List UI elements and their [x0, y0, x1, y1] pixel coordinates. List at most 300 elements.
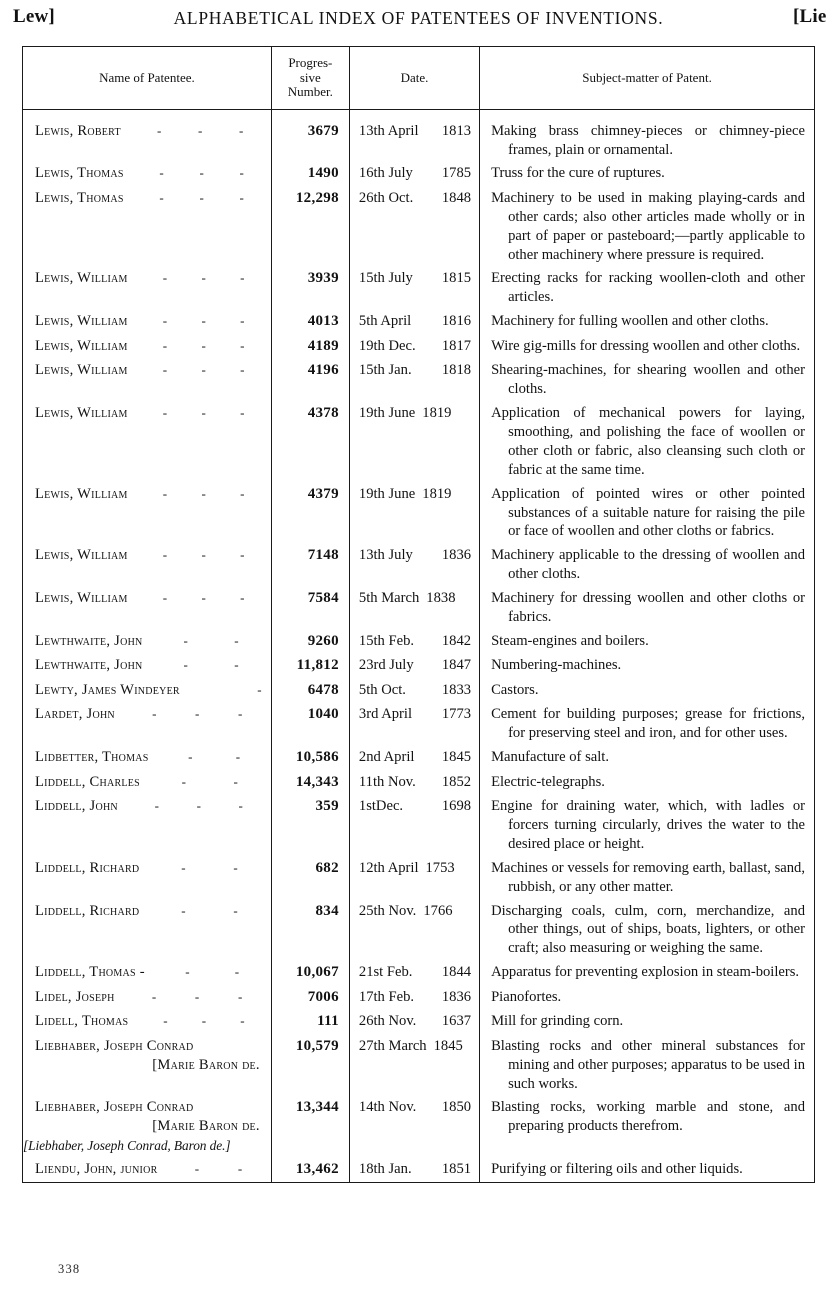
leader-dash: - [151, 988, 157, 1004]
subject-matter-text: Machinery for dressing woollen and other cloths or fabrics. [491, 590, 805, 625]
date-year: 1848 [441, 189, 472, 206]
table-row [23, 795, 814, 857]
table-row [23, 402, 814, 483]
cell-progressive-number: 9260 [271, 629, 349, 654]
leader-dashes [118, 799, 264, 812]
patentee-name: Lidell, Thomas [35, 1013, 129, 1030]
page-number: 338 [58, 1262, 81, 1276]
date-day-month: 2nd April [358, 749, 415, 766]
leader-dash: - [240, 485, 245, 501]
cell-date [349, 402, 479, 483]
cell-subject-matter [480, 899, 814, 961]
date-year: 1850 [441, 1099, 472, 1116]
cell-progressive-number: 12,298 [271, 186, 349, 267]
leader-dash: - [238, 706, 243, 722]
subject-matter-text: Making brass chimney-pieces or chimney-piece frames, plain or ornamental. [491, 122, 805, 158]
patentee-name: Lewis, William [35, 405, 128, 422]
leader-dash: - [201, 485, 207, 501]
leader-dashes [128, 339, 264, 352]
patentee-name: Lewis, William [35, 313, 128, 330]
leader-dash: - [159, 189, 164, 205]
cell-date [349, 1096, 479, 1157]
table-row [23, 1096, 814, 1157]
leader-dash: - [181, 859, 186, 875]
cell-patentee-name [23, 629, 271, 654]
patentee-name: Lardet, John [35, 706, 115, 723]
column-header-number-line3: Number. [287, 84, 333, 100]
cell-date [349, 1010, 479, 1035]
date-day-month: 15th Feb. [358, 632, 415, 649]
cell-date [349, 1157, 479, 1182]
date-year: 1773 [441, 706, 472, 723]
leader-dash: - [183, 632, 189, 648]
cell-progressive-number: 4189 [271, 334, 349, 359]
subject-matter-text: Engine for draining water, which, with ladles or forcers turning circularly, drives the water to the desired place or height. [491, 798, 805, 852]
table-row [23, 899, 814, 961]
cell-progressive-number: 7584 [271, 587, 349, 630]
subject-matter-text: Steam-engines and boilers. [491, 632, 649, 649]
leader-dash: - [234, 657, 239, 673]
patentee-index-table [23, 47, 814, 1182]
table-row [23, 654, 814, 679]
cell-subject-matter [480, 482, 814, 544]
leader-dash: - [201, 590, 207, 606]
cell-patentee-name [23, 186, 271, 267]
table-top-spacer [23, 109, 814, 119]
date-day-month: 27th March [358, 1037, 427, 1054]
patentee-name: Lewthwaite, John [35, 657, 143, 674]
patentee-name: Lewis, William [35, 485, 128, 502]
table-row [23, 1010, 814, 1035]
cell-subject-matter [480, 678, 814, 703]
date-day-month: 13th April [358, 122, 419, 139]
cell-progressive-number: 7148 [271, 544, 349, 587]
cell-progressive-number: 682 [271, 856, 349, 899]
cell-progressive-number: 13,462 [271, 1157, 349, 1182]
subject-matter-text: Erecting racks for racking woollen-cloth and other articles. [491, 270, 805, 306]
cell-patentee-name [23, 899, 271, 961]
patentee-name: Lewis, William [35, 270, 128, 287]
leader-dash: - [240, 1013, 245, 1029]
table-row [23, 186, 814, 267]
subject-matter-text: Castors. [491, 681, 539, 698]
table-row [23, 1034, 814, 1096]
cell-date [349, 1034, 479, 1096]
date-day-month: 25th Nov. [358, 902, 417, 919]
leader-dash: - [238, 798, 244, 814]
subject-matter-text: Purifying or filtering oils and other liquids. [491, 1160, 743, 1177]
cell-patentee-name [23, 985, 271, 1010]
leader-dashes [128, 314, 264, 327]
leader-dash: - [233, 859, 238, 875]
cell-date [349, 899, 479, 961]
leader-dash: - [234, 964, 240, 980]
subject-matter-text: Shearing-machines, for shearing woollen and other cloths. [491, 362, 805, 398]
subject-matter-text: Apparatus for preventing explosion in steam-boilers. [491, 964, 800, 981]
cell-subject-matter [480, 119, 814, 162]
column-header-number-line1: Progres- [288, 55, 333, 70]
cell-progressive-number: 10,586 [271, 746, 349, 771]
cell-patentee-name [23, 1157, 271, 1182]
table-row [23, 119, 814, 162]
subject-matter-text: Blasting rocks and other mineral substances for mining and other purposes; apparatus to be used in such works. [491, 1037, 805, 1092]
cell-patentee-name [23, 162, 271, 187]
cell-progressive-number: 14,343 [271, 770, 349, 795]
date-year: 1836 [441, 547, 472, 564]
date-day-month: 21st Feb. [358, 964, 413, 981]
cell-progressive-number: 4013 [271, 310, 349, 335]
leader-dashes [128, 591, 264, 604]
date-year: 1698 [441, 798, 472, 815]
table-row [23, 703, 814, 746]
leader-dash: - [201, 337, 207, 353]
cell-subject-matter [480, 267, 814, 310]
patentee-name: Lewis, Thomas [35, 189, 124, 206]
cell-subject-matter [480, 770, 814, 795]
cell-date [349, 186, 479, 267]
date-year: 1815 [441, 270, 472, 287]
date-year: 1844 [441, 964, 472, 981]
cell-date [349, 334, 479, 359]
running-head-title: ALPHABETICAL INDEX OF PATENTEES OF INVENTIONS. [173, 8, 664, 28]
leader-dash: - [240, 313, 245, 329]
leader-dash: - [162, 313, 168, 329]
patentee-name: Liendu, John, junior [35, 1160, 158, 1177]
cell-progressive-number: 7006 [271, 985, 349, 1010]
cell-subject-matter [480, 1096, 814, 1157]
cell-subject-matter [480, 1034, 814, 1096]
running-head [0, 6, 837, 36]
leader-dash: - [199, 189, 205, 205]
leader-dash: - [188, 749, 193, 765]
cell-subject-matter [480, 544, 814, 587]
cell-progressive-number: 10,579 [271, 1034, 349, 1096]
subject-matter-text: Pianofortes. [491, 988, 562, 1005]
cell-date [349, 770, 479, 795]
leader-dashes [149, 750, 264, 763]
date-day-month: 5th March [358, 590, 420, 607]
cell-progressive-number: 3939 [271, 267, 349, 310]
subject-matter-text: Electric-telegraphs. [491, 773, 605, 790]
date-day-month: 15th Jan. [358, 362, 412, 379]
cell-subject-matter [480, 402, 814, 483]
table-header-row [23, 47, 814, 109]
cell-patentee-name [23, 359, 271, 402]
date-day-month: 16th July [358, 165, 413, 182]
leader-dash: - [159, 165, 164, 181]
date-year: 1845 [433, 1037, 463, 1054]
cell-subject-matter [480, 186, 814, 267]
leader-dash: - [162, 590, 168, 606]
patentee-name: Lewis, William [35, 590, 128, 607]
leader-dash: - [233, 773, 239, 789]
date-day-month: 19th Dec. [358, 337, 416, 354]
date-year: 1818 [441, 362, 472, 379]
cell-patentee-name [23, 482, 271, 544]
leader-dash: - [233, 902, 238, 918]
leader-dash: - [181, 773, 187, 789]
subject-matter-text: Machines or vessels for removing earth, ballast, sand, rubbish, or any other matter. [491, 859, 805, 895]
leader-dash: - [240, 590, 245, 606]
leader-dashes [145, 965, 264, 978]
subject-matter-text: Truss for the cure of ruptures. [491, 165, 665, 182]
date-day-month: 1stDec. [358, 798, 404, 815]
leader-dash: - [194, 1160, 200, 1176]
subject-matter-text: Machinery applicable to the dressing of woollen and other cloths. [491, 547, 805, 583]
table-row [23, 746, 814, 771]
leader-dashes [180, 683, 264, 696]
cell-date [349, 629, 479, 654]
cell-subject-matter [480, 587, 814, 630]
leader-dash: - [201, 1013, 207, 1029]
subject-matter-text: Numbering-machines. [491, 657, 622, 674]
date-year: 1819 [422, 405, 452, 422]
patentee-name: Lewty, James Windeyer [35, 681, 180, 698]
cell-date [349, 544, 479, 587]
subject-matter-text: Application of mechanical powers for laying, smoothing, and polishing the face of woollen or other cloth or fabric, also cleansing such cloth or fabric at the same time. [491, 405, 805, 478]
leader-dashes [115, 990, 264, 1003]
table-row [23, 310, 814, 335]
leader-dashes [140, 775, 264, 788]
cell-progressive-number: 10,067 [271, 961, 349, 986]
leader-dashes [128, 548, 264, 561]
patentee-name: Liddell, Thomas - [35, 964, 145, 981]
leader-dash: - [198, 122, 203, 138]
cell-date [349, 961, 479, 986]
cell-patentee-name [23, 267, 271, 310]
table-row [23, 267, 814, 310]
cell-progressive-number: 1490 [271, 162, 349, 187]
patentee-name: Liddell, Charles [35, 773, 140, 790]
patentee-name: Lewis, Robert [35, 122, 121, 139]
leader-dash: - [201, 405, 207, 421]
leader-dashes [128, 271, 264, 284]
cell-patentee-name [23, 1034, 271, 1096]
subject-matter-text: Blasting rocks, working marble and stone, and preparing products therefrom. [491, 1099, 805, 1135]
subject-matter-text: Machinery for fulling woollen and other cloths. [491, 313, 769, 330]
leader-dashes [124, 166, 264, 179]
table-row [23, 678, 814, 703]
cell-progressive-number: 11,812 [271, 654, 349, 679]
table-row [23, 162, 814, 187]
table-row [23, 334, 814, 359]
cell-date [349, 267, 479, 310]
column-header-progressive-number [271, 47, 349, 109]
column-header-name: Name of Patentee. [23, 47, 271, 109]
leader-dashes [128, 406, 264, 419]
date-year: 1813 [441, 122, 472, 139]
table-row [23, 359, 814, 402]
patentee-name: Lewis, Thomas [35, 165, 124, 182]
cell-progressive-number: 3679 [271, 119, 349, 162]
patentee-name: Lidel, Joseph [35, 988, 115, 1005]
date-day-month: 12th April [358, 859, 419, 876]
cell-subject-matter [480, 1010, 814, 1035]
cell-patentee-name [23, 703, 271, 746]
cell-patentee-name [23, 1010, 271, 1035]
date-year: 1851 [441, 1160, 472, 1177]
leader-dash: - [240, 547, 245, 563]
cell-subject-matter [480, 162, 814, 187]
leader-dashes [128, 487, 264, 500]
date-year: 1845 [441, 749, 472, 766]
cell-date [349, 985, 479, 1010]
leader-dash: - [185, 964, 190, 980]
cell-date [349, 162, 479, 187]
patentee-name-continuation: [Marie Baron de. [152, 1056, 260, 1073]
cell-date [349, 856, 479, 899]
leader-dash: - [201, 362, 207, 378]
cell-date [349, 310, 479, 335]
cell-patentee-name [23, 587, 271, 630]
cell-patentee-name [23, 310, 271, 335]
leader-dash: - [162, 362, 168, 378]
column-header-number-line2: sive [299, 69, 321, 85]
date-year: 1816 [441, 313, 472, 330]
table-row [23, 629, 814, 654]
date-day-month: 17th Feb. [358, 988, 415, 1005]
subject-matter-text: Discharging coals, culm, corn, merchandize, and other things, out of ships, boats, lighters, or other craft; also measuring or weighing the same. [491, 902, 805, 957]
leader-dashes [121, 124, 264, 137]
date-day-month: 23rd July [358, 657, 414, 674]
cell-subject-matter [480, 703, 814, 746]
date-day-month: 26th Oct. [358, 189, 414, 206]
cell-patentee-name [23, 334, 271, 359]
table-body [23, 109, 814, 1182]
index-table-frame [22, 46, 815, 1183]
cell-patentee-name [23, 795, 271, 857]
patentee-name: Lidbetter, Thomas [35, 749, 149, 766]
table-row [23, 587, 814, 630]
leader-dash: - [239, 122, 244, 138]
patentee-name: Lewis, William [35, 362, 128, 379]
leader-dash: - [162, 485, 168, 501]
patentee-name: Lewthwaite, John [35, 632, 143, 649]
cell-progressive-number: 6478 [271, 678, 349, 703]
cell-patentee-name [23, 402, 271, 483]
leader-dash: - [239, 165, 245, 181]
date-year: 1852 [441, 773, 472, 790]
cell-progressive-number: 111 [271, 1010, 349, 1035]
cell-progressive-number: 4378 [271, 402, 349, 483]
cell-subject-matter [480, 856, 814, 899]
leader-dashes [124, 191, 264, 204]
patentee-name: Liebhaber, Joseph Conrad [35, 1037, 194, 1054]
cell-subject-matter [480, 961, 814, 986]
date-year: 1766 [423, 902, 453, 919]
leader-dash: - [194, 988, 200, 1004]
leader-dashes [115, 707, 264, 720]
cell-patentee-name [23, 544, 271, 587]
running-head-right: [Lie [793, 6, 827, 27]
cell-patentee-name [23, 961, 271, 986]
date-day-month: 5th April [358, 313, 412, 330]
cell-patentee-name [23, 746, 271, 771]
date-year: 1838 [426, 590, 456, 607]
cell-progressive-number: 4196 [271, 359, 349, 402]
leader-dash: - [235, 749, 241, 765]
cell-date [349, 795, 479, 857]
leader-dash: - [162, 547, 168, 563]
date-year: 1753 [425, 859, 455, 876]
cell-progressive-number: 4379 [271, 482, 349, 544]
patentee-name: Lewis, William [35, 547, 128, 564]
cell-progressive-number: 359 [271, 795, 349, 857]
subject-matter-text: Cement for building purposes; grease for frictions, for preserving steel and iron, and for other uses. [491, 706, 805, 742]
leader-dash: - [237, 988, 243, 1004]
date-day-month: 26th Nov. [358, 1013, 417, 1030]
cell-date [349, 654, 479, 679]
cell-subject-matter [480, 746, 814, 771]
leader-dash: - [234, 632, 239, 648]
leader-dash: - [240, 362, 245, 378]
leader-dash: - [196, 798, 202, 814]
leader-dash: - [162, 405, 168, 421]
leader-dash: - [162, 270, 168, 286]
cell-date [349, 587, 479, 630]
leader-dashes [128, 363, 264, 376]
cell-date [349, 359, 479, 402]
subject-matter-text: Manufacture of salt. [491, 749, 609, 766]
table-row [23, 961, 814, 986]
subject-matter-text: Mill for grinding corn. [491, 1013, 624, 1030]
table-row [23, 544, 814, 587]
leader-dashes [139, 861, 263, 874]
date-day-month: 15th July [358, 270, 413, 287]
table-row [23, 985, 814, 1010]
leader-dash: - [201, 547, 207, 563]
cell-patentee-name [23, 678, 271, 703]
date-day-month: 3rd April [358, 706, 413, 723]
cell-subject-matter [480, 359, 814, 402]
subject-matter-text: Application of pointed wires or other pointed substances of a suitable nature for raising the pile or face of woollen and other cloths or fabrics. [491, 485, 805, 540]
patentee-name-continuation: [Marie Baron de. [152, 1118, 260, 1135]
cell-patentee-name [23, 856, 271, 899]
leader-dash: - [152, 706, 157, 722]
leader-dash: - [257, 681, 262, 697]
patentee-name: Liebhaber, Joseph Conrad [35, 1099, 194, 1116]
date-year: 1836 [441, 988, 472, 1005]
column-header-date: Date. [349, 47, 479, 109]
leader-dash: - [240, 405, 245, 421]
cell-patentee-name [23, 770, 271, 795]
date-year: 1847 [441, 657, 472, 674]
patentee-name: Liddell, Richard [35, 859, 140, 876]
column-header-subject: Subject-matter of Patent. [480, 47, 814, 109]
leader-dash: - [201, 313, 207, 329]
date-day-month: 19th June [358, 405, 416, 422]
date-year: 1842 [441, 632, 472, 649]
subject-matter-text: Machinery to be used in making playing-cards and other cards; also other articles made wholly or in part of paper or pasteboard;—partly applicable to other machinery where pressure is required. [491, 189, 805, 263]
date-day-month: 19th June [358, 485, 416, 502]
leader-dash: - [163, 1013, 168, 1029]
table-row [23, 770, 814, 795]
cell-progressive-number: 1040 [271, 703, 349, 746]
cell-progressive-number: 13,344 [271, 1096, 349, 1157]
running-head-left: Lew] [13, 6, 55, 27]
patentee-name: Liddell, John [35, 798, 118, 815]
date-year: 1637 [441, 1013, 472, 1030]
cell-subject-matter [480, 654, 814, 679]
cell-patentee-name [23, 1096, 271, 1157]
leader-dashes [158, 1162, 264, 1175]
cell-subject-matter [480, 310, 814, 335]
cell-date [349, 119, 479, 162]
cell-patentee-name [23, 654, 271, 679]
cell-date [349, 703, 479, 746]
cell-progressive-number: 834 [271, 899, 349, 961]
cell-subject-matter [480, 1157, 814, 1182]
